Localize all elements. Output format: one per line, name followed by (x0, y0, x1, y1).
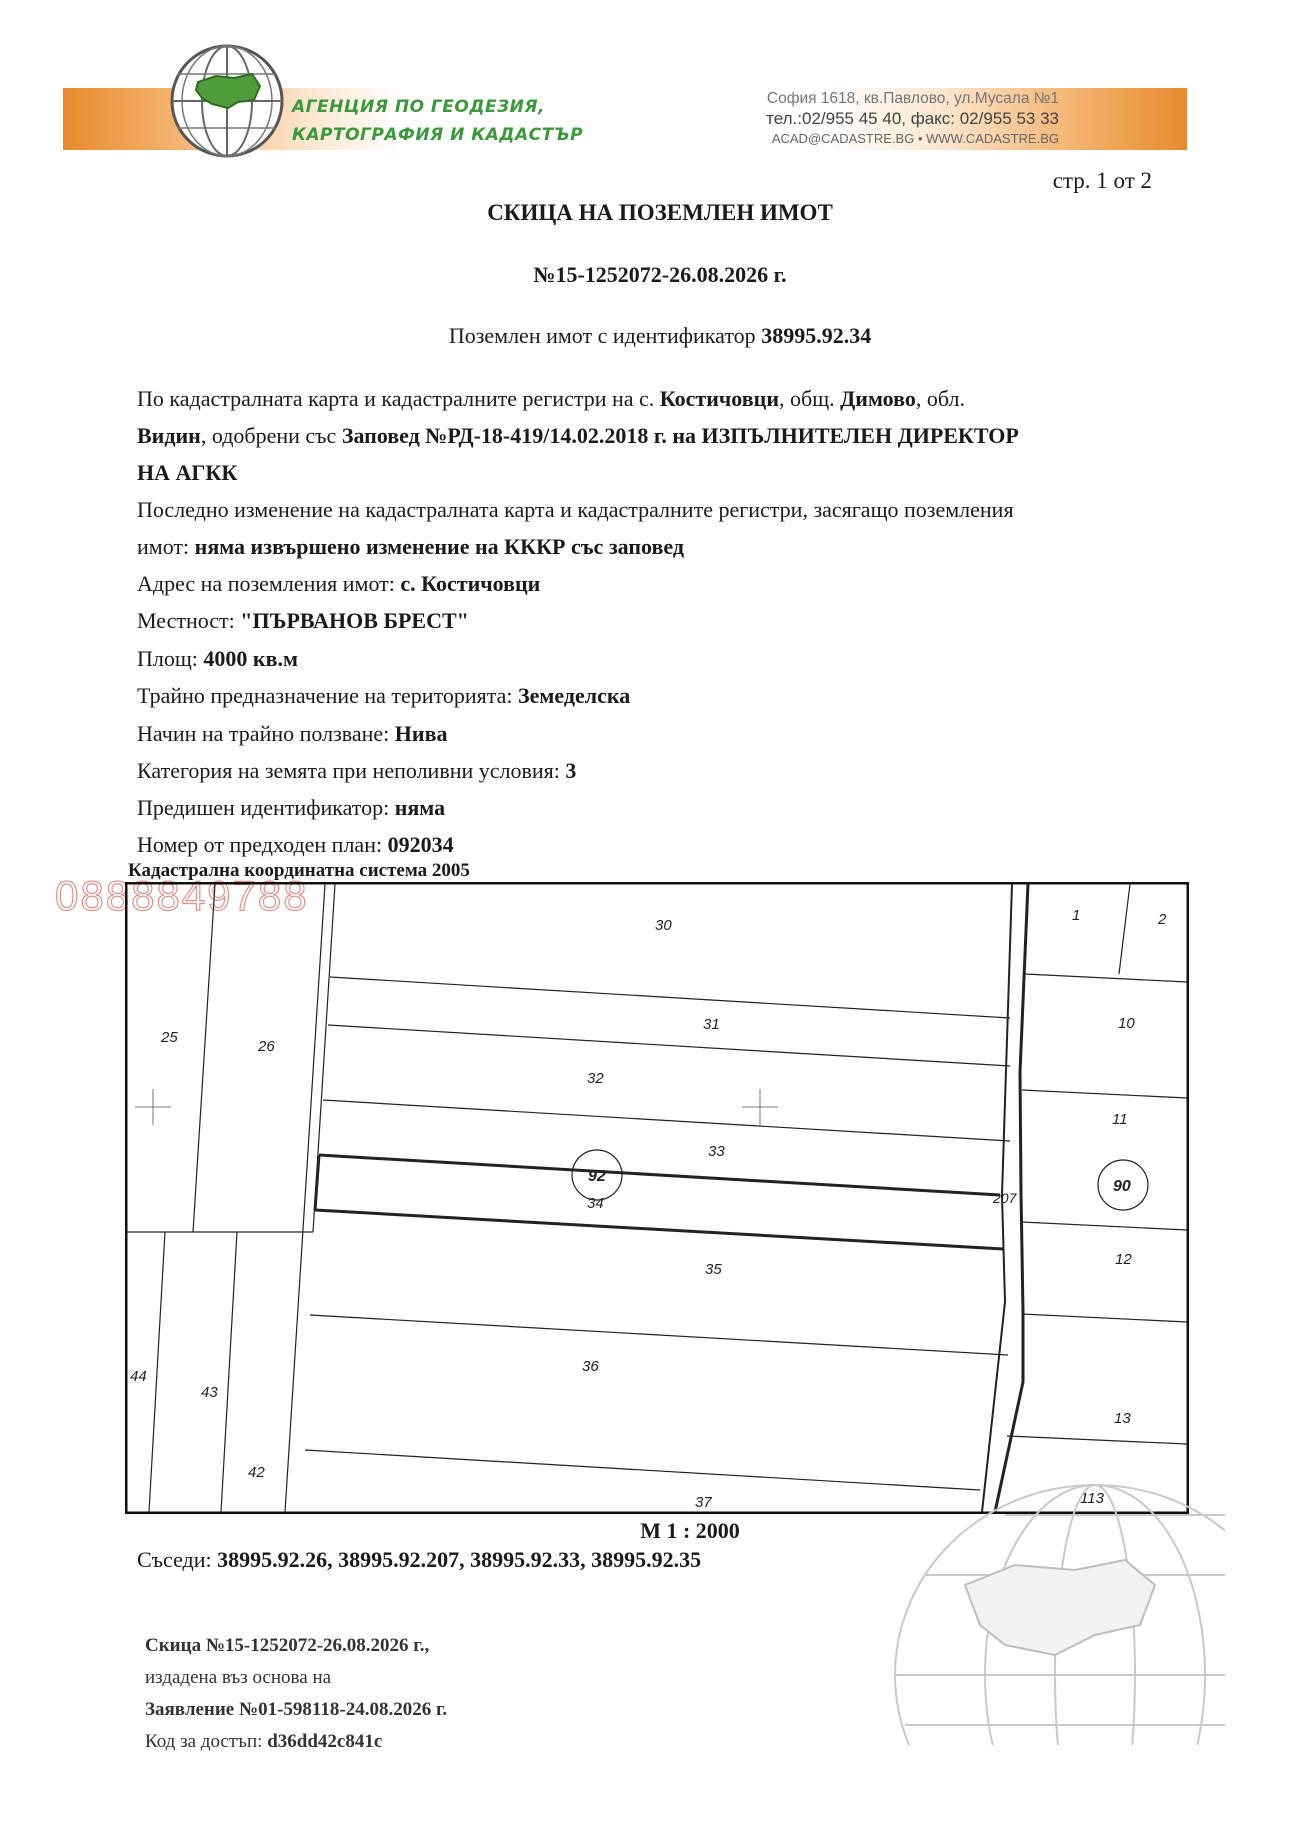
area-value: 4000 кв.м (203, 646, 298, 671)
agency-phones: тел.:02/955 45 40, факс: 02/955 53 33 (766, 109, 1059, 128)
area-label: Площ: (137, 646, 198, 671)
agency-name-line1: АГЕНЦИЯ ПО ГЕОДЕЗИЯ, (292, 97, 545, 117)
agency-name (292, 93, 583, 149)
municipality-name: Димово (840, 386, 916, 411)
prev-plan-label: Номер от предходен план: (137, 832, 383, 857)
last-change (137, 491, 1197, 565)
agency-contact (766, 89, 1059, 149)
parcel-boundary (149, 1232, 165, 1512)
globe-watermark (885, 1475, 1225, 1745)
parcel-label: 35 (705, 1261, 722, 1278)
parcel-boundary (1025, 974, 1187, 982)
identifier-label: Поземлен имот с идентификатор (448, 323, 756, 348)
land-category (137, 752, 1197, 789)
approval-order-cont: НА АГКК (137, 460, 238, 485)
parcel-label: 11 (1112, 1111, 1128, 1128)
locality-value: "ПЪРВАНОВ БРЕСТ" (240, 608, 469, 633)
parcel-boundary (1022, 1314, 1187, 1322)
parcel-boundary (305, 1450, 980, 1490)
parcel-label: 30 (655, 917, 672, 934)
category-label: Категория на земята при неполивни условия: (137, 758, 560, 783)
survey-cross (135, 1089, 171, 1125)
parcel-boundary (1119, 884, 1130, 974)
block-label: 90 (1113, 1178, 1131, 1195)
purpose-value: Земеделска (518, 683, 631, 708)
village-name: Костичовци (659, 386, 779, 411)
text: , обл. (915, 386, 965, 411)
block-label: 92 (588, 1168, 606, 1185)
parcel-label: 207 (993, 1190, 1017, 1206)
access-code-label: Код за достъп: (145, 1731, 263, 1752)
parcel-label: 12 (1115, 1251, 1132, 1268)
footer-access-code (145, 1726, 447, 1758)
parcel-boundary (1022, 1090, 1187, 1098)
usage-value: Нива (394, 721, 448, 746)
document-number: №15-1252072-26.08.2026 г. (533, 262, 787, 287)
neighbors-value: 38995.92.26, 38995.92.207, 38995.92.33, 38995.92.35 (217, 1547, 702, 1572)
previous-identifier (137, 789, 1197, 826)
region-name: Видин (137, 423, 201, 448)
approval-order: Заповед №РД-18-419/14.02.2018 г. на ИЗПЪЛНИТЕЛЕН ДИРЕКТОР (341, 423, 1019, 448)
footer-sketch-number (145, 1630, 447, 1662)
property-usage (137, 715, 1197, 752)
last-change-value: няма извършено изменение на КККР със заповед (194, 534, 684, 559)
parcel-label: 25 (161, 1029, 178, 1046)
identifier-value: 38995.92.34 (761, 323, 872, 348)
cadastre-info (137, 380, 1197, 491)
locality-label: Местност: (137, 608, 235, 633)
agency-web: ACAD@CADASTRE.BG • WWW.CADASTRE.BG (771, 131, 1059, 146)
text: По кадастралната карта и кадастралните регистри на с. (137, 386, 655, 411)
property-purpose (137, 677, 1197, 714)
footer (145, 1630, 447, 1758)
parcel-boundary (193, 884, 215, 1232)
neighbors (137, 1547, 701, 1573)
parcel-label: 32 (587, 1070, 604, 1087)
neighbors-label: Съседи: (137, 1547, 212, 1572)
parcel-label: 113 (1080, 1490, 1104, 1507)
parcel-label: 37 (695, 1494, 712, 1511)
parcel-label: 44 (130, 1368, 147, 1385)
footer-issued-based-on: издадена въз основа на (145, 1667, 332, 1688)
parcel-label-subject: 34 (587, 1195, 604, 1212)
subject-parcel-boundary (319, 1155, 1000, 1195)
coordinate-system-label: Кадастрална координатна система 2005 (128, 860, 470, 881)
purpose-label: Трайно предназначение на територията: (137, 683, 513, 708)
agency-globe-logo (168, 42, 286, 160)
parcel-label: 1 (1072, 907, 1081, 924)
phone-watermark: 0888849788 (55, 872, 309, 919)
last-change-label: Последно изменение на кадастралната карта и кадастралните регистри, засягащо поземления (137, 497, 1014, 522)
prev-id-label: Предишен идентификатор: (137, 795, 390, 820)
prev-plan-value: 092034 (387, 832, 454, 857)
last-change-label2: имот: (137, 534, 190, 559)
property-area (137, 640, 1197, 677)
address-label: Адрес на поземления имот: (137, 571, 395, 596)
parcel-label: 43 (201, 1384, 218, 1401)
page-number: стр. 1 от 2 (1052, 168, 1152, 193)
footer-line3: Заявление №01-598118-24.08.2026 г. (145, 1699, 448, 1720)
cadastral-map (125, 882, 1189, 1514)
previous-plan-number (137, 826, 1197, 863)
parcel-label: 36 (582, 1358, 599, 1375)
parcel-boundary (323, 1100, 1010, 1141)
prev-id-value: няма (394, 795, 446, 820)
usage-label: Начин на трайно ползване: (137, 721, 390, 746)
subject-parcel-boundary (315, 1210, 1003, 1249)
text: , общ. (779, 386, 835, 411)
parcel-label: 10 (1118, 1015, 1135, 1032)
parcel-label: 13 (1114, 1410, 1131, 1427)
map-scale: М 1 : 2000 (640, 1518, 740, 1543)
document-title: СКИЦА НА ПОЗЕМЛЕН ИМОТ (487, 200, 833, 225)
agency-address: София 1618, кв.Павлово, ул.Мусала №1 (766, 90, 1059, 107)
parcel-boundary (1022, 1222, 1187, 1230)
parcel-boundary (285, 884, 325, 1512)
parcel-boundary (330, 977, 1010, 1018)
property-address (137, 565, 1197, 602)
parcel-boundary (310, 1315, 1008, 1355)
parcel-label: 33 (708, 1143, 725, 1160)
parcel-boundary (328, 1025, 1010, 1066)
access-code-value: d36dd42c841c (267, 1731, 383, 1752)
address-value: с. Костичовци (400, 571, 541, 596)
subject-parcel-boundary (315, 1155, 319, 1210)
map-frame (126, 883, 1188, 1513)
parcel-boundary (1007, 1436, 1187, 1444)
parcel-label: 26 (258, 1038, 275, 1055)
footer-line1: Скица №15-1252072-26.08.2026 г., (145, 1635, 430, 1656)
parcel-boundary (221, 1232, 237, 1512)
survey-cross (742, 1089, 778, 1125)
identifier-line (0, 323, 1289, 349)
property-locality (137, 602, 1197, 639)
text: , одобрени със (200, 423, 337, 448)
parcel-label: 42 (248, 1464, 265, 1481)
category-value: 3 (565, 758, 577, 783)
parcel-label: 31 (703, 1016, 720, 1033)
agency-name-line2: КАРТОГРАФИЯ И КАДАСТЪР (292, 125, 584, 145)
footer-application (145, 1694, 447, 1726)
parcel-label: 2 (1158, 911, 1167, 928)
